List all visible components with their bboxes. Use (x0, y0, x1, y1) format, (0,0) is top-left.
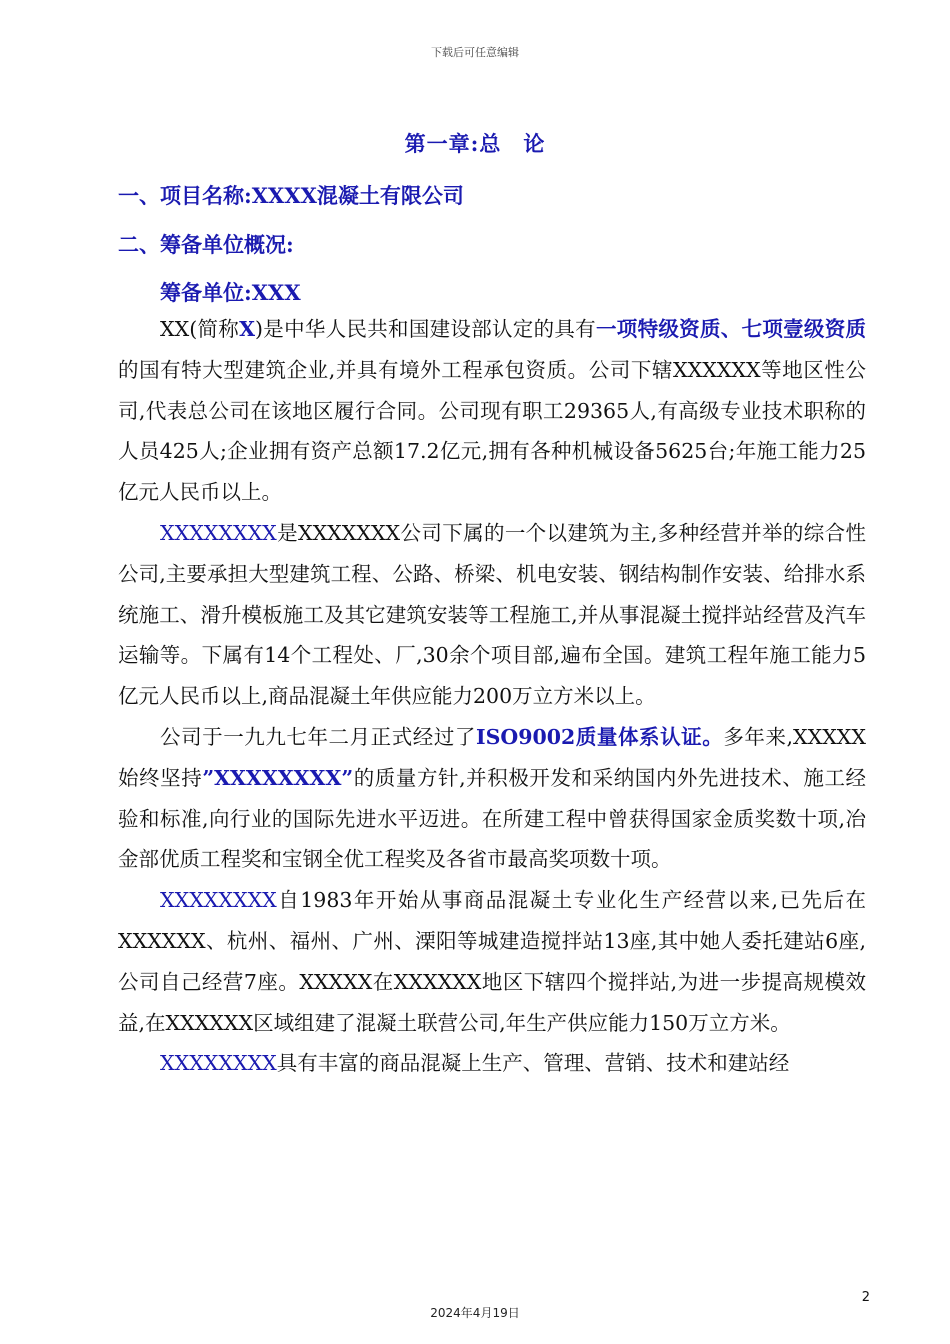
highlight-text: ISO9002质量体系认证。 (475, 724, 724, 749)
text-run: 自1983年开始从事商品混凝土专业化生产经营以来,已先后在XXXXXX、杭州、福州、广州、溧阳等城建造搅拌站13座,其中她人委托建站6座,公司自己经营7座。XXXXX在XXXXXX地区下辖四个搅拌站,为进一步提高规模效益,在XXXXXX区域组建了混凝土联营公司,年生产供应能力150万立方米。 (118, 888, 866, 1035)
text-run: 具有丰富的商品混凝上生产、管理、营销、技术和建站经 (276, 1051, 790, 1076)
highlight-text: XXXXXXXX (160, 888, 277, 913)
paragraph-3 (118, 717, 866, 880)
document-body (118, 309, 866, 1084)
organizer-unit-label: 筹备单位:XXX (160, 280, 301, 305)
paragraph-4 (118, 880, 866, 1043)
text-run: 的国有特大型建筑企业,并具有境外工程承包资质。公司下辖XXXXXX等地区性公司,代表总公司在该地区履行合同。公司现有职工29365人,有高级专业技术职称的人员425人;企业拥有资产总额17.2亿元,拥有各种机械设备5625台;年施工能力25亿元人民币以上。 (118, 357, 866, 505)
text-run: 的质量方针,并积极开发和采纳国内外先进技术、施工经验和标准,向行业的国际先进水平迈进。在所建工程中曾获得国家金质奖数十项,冶金部优质工程奖和宝钢全优工程奖及各省市最高奖项数十项。 (118, 765, 867, 872)
highlight-text: ”XXXXXXXX” (202, 765, 354, 790)
footer-date: 2024年4月19日 (430, 1306, 520, 1320)
section-heading-project-name: 一、项目名称:XXXX混凝土有限公司 (118, 183, 464, 208)
text-run: XX(简称 (160, 317, 240, 341)
section-heading-organizer-overview: 二、筹备单位概况: (118, 232, 294, 257)
text-run: 公司于一九九七年二月正式经过了 (160, 724, 476, 749)
chapter-title: 第一章:总 论 (404, 131, 546, 156)
page-number: 2 (861, 1290, 870, 1305)
highlight-text: XXXXXXXX (160, 1051, 277, 1076)
header-note: 下载后可任意编辑 (431, 46, 519, 59)
paragraph-2 (118, 513, 866, 717)
text-run: )是中华人民共和国建设部认定的具有 (254, 317, 596, 341)
text-run: 多年来,XXXXX始终坚持 (118, 724, 866, 790)
paragraph-5 (118, 1043, 866, 1084)
highlight-text: X (239, 317, 255, 341)
highlight-text: XXXXXXXX (160, 520, 277, 545)
highlight-text: 一项特级资质、七项壹级资质 (595, 317, 867, 341)
text-run: 是XXXXXXX公司下属的一个以建筑为主,多种经营并举的综合性公司,主要承担大型建筑工程、公路、桥梁、机电安装、钢结构制作安装、给排水系统施工、滑升模板施工及其它建筑安装等工程施工,并从事混凝土搅拌站经营及汽车运输等。下属有14个工程处、厂,30余个项目部,遍布全国。建筑工程年施工能力5亿元人民币以上,商品混凝土年供应能力200万立方米以上。 (118, 520, 866, 709)
paragraph-1 (118, 309, 866, 513)
